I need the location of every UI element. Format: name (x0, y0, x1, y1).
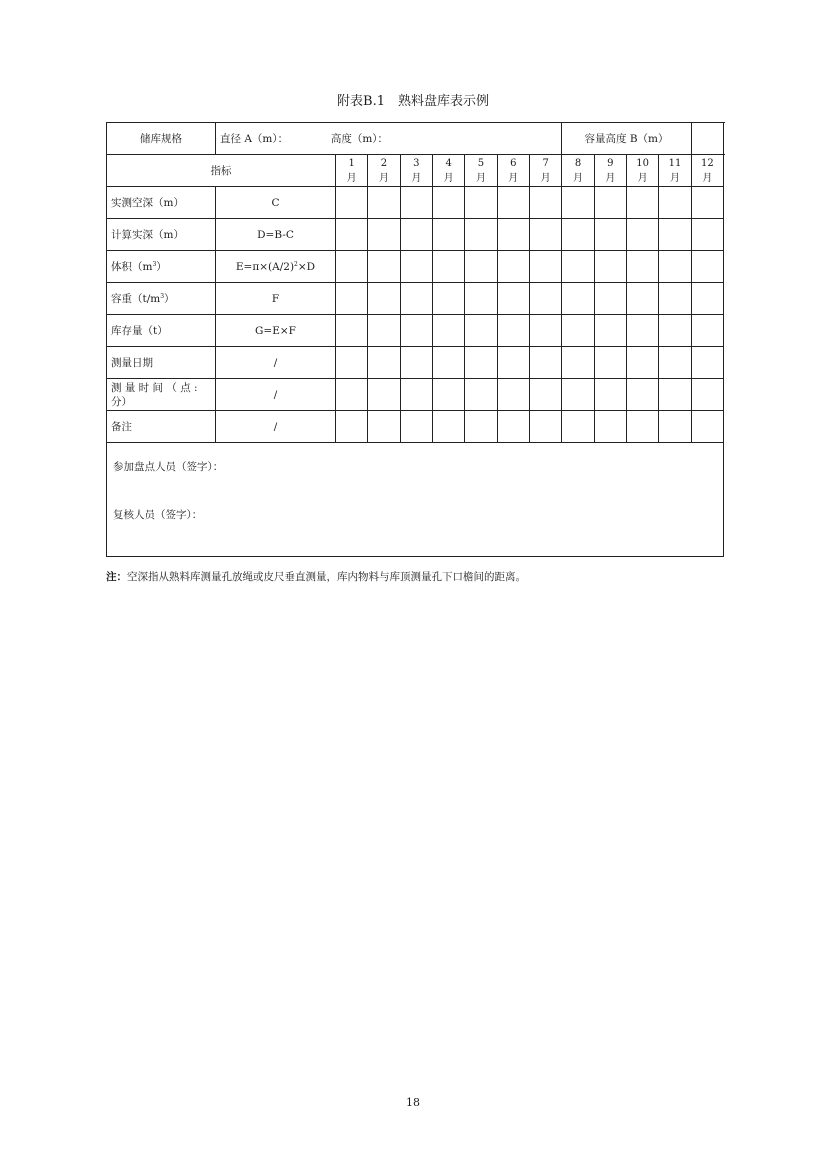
month-cell[interactable] (594, 411, 626, 443)
month-cell[interactable] (529, 347, 561, 379)
month-cell[interactable] (400, 347, 432, 379)
month-cell[interactable] (529, 315, 561, 347)
month-cell[interactable] (368, 379, 400, 411)
month-cell[interactable] (432, 187, 464, 219)
month-cell[interactable] (497, 283, 529, 315)
row-formula: G=E×F (216, 315, 336, 347)
month-cell[interactable] (691, 219, 723, 251)
signature-cell[interactable] (107, 443, 724, 557)
month-cell[interactable] (691, 283, 723, 315)
month-header: 1 月 (336, 155, 368, 187)
month-cell[interactable] (659, 379, 691, 411)
month-cell[interactable] (529, 187, 561, 219)
month-cell[interactable] (465, 251, 497, 283)
capacity-label: 容量高度 B（m） (562, 123, 691, 155)
month-cell[interactable] (529, 283, 561, 315)
month-header: 3 月 (400, 155, 432, 187)
month-cell[interactable] (497, 411, 529, 443)
month-cell[interactable] (691, 411, 723, 443)
month-cell[interactable] (562, 283, 594, 315)
month-cell[interactable] (368, 187, 400, 219)
month-cell[interactable] (659, 219, 691, 251)
index-label: 指标 (107, 155, 336, 187)
month-cell[interactable] (432, 219, 464, 251)
spec-label: 储库规格 (107, 123, 216, 155)
month-cell[interactable] (562, 379, 594, 411)
month-cell[interactable] (659, 315, 691, 347)
month-cell[interactable] (368, 347, 400, 379)
month-header: 2 月 (368, 155, 400, 187)
month-cell[interactable] (594, 379, 626, 411)
month-cell[interactable] (336, 283, 368, 315)
month-header: 8 月 (562, 155, 594, 187)
month-cell[interactable] (368, 219, 400, 251)
month-cell[interactable] (400, 187, 432, 219)
note-text: 空深指从熟料库测量孔放绳或皮尺垂直测量，库内物料与库顶测量孔下口檐间的距离。 (127, 571, 526, 583)
month-cell[interactable] (594, 219, 626, 251)
month-cell[interactable] (627, 379, 659, 411)
month-header: 9 月 (594, 155, 626, 187)
month-cell[interactable] (465, 219, 497, 251)
row-name: 测 量 时 间 （ 点 : 分） (107, 379, 216, 411)
capacity-value (691, 123, 723, 155)
month-cell[interactable] (432, 251, 464, 283)
row-name: 测量日期 (107, 347, 216, 379)
month-cell[interactable] (627, 251, 659, 283)
month-cell[interactable] (627, 347, 659, 379)
row-formula: D=B-C (216, 219, 336, 251)
table-row (107, 347, 724, 379)
month-cell[interactable] (562, 251, 594, 283)
month-cell[interactable] (562, 219, 594, 251)
row-formula: / (216, 379, 336, 411)
page-number: 18 (406, 1096, 420, 1109)
row-name: 备注 (107, 411, 216, 443)
month-header-row (107, 155, 724, 187)
month-cell[interactable] (465, 379, 497, 411)
month-cell[interactable] (497, 251, 529, 283)
reviewers-signature: 复核人员（签字）： (113, 509, 203, 521)
month-cell[interactable] (659, 187, 691, 219)
height-label: 高度（m）： (330, 133, 389, 145)
month-cell[interactable] (497, 315, 529, 347)
month-cell[interactable] (594, 315, 626, 347)
month-cell[interactable] (465, 187, 497, 219)
row-name: 体积$(m^3)$ (107, 251, 216, 283)
month-cell[interactable] (497, 219, 529, 251)
month-cell[interactable] (432, 283, 464, 315)
row-formula: / (216, 411, 336, 443)
month-cell[interactable] (562, 315, 594, 347)
month-cell[interactable] (336, 187, 368, 219)
month-cell[interactable] (400, 219, 432, 251)
month-cell[interactable] (627, 219, 659, 251)
month-cell[interactable] (627, 411, 659, 443)
month-cell[interactable] (497, 187, 529, 219)
month-cell[interactable] (659, 347, 691, 379)
month-cell[interactable] (368, 315, 400, 347)
month-cell[interactable] (465, 315, 497, 347)
month-cell[interactable] (627, 283, 659, 315)
month-cell[interactable] (691, 251, 723, 283)
month-cell[interactable] (400, 283, 432, 315)
month-cell[interactable] (336, 379, 368, 411)
month-cell[interactable] (432, 411, 464, 443)
month-cell[interactable] (691, 187, 723, 219)
month-cell[interactable] (529, 379, 561, 411)
diameter-label: 直径 A（m）： (220, 133, 289, 145)
month-cell[interactable] (594, 251, 626, 283)
month-cell[interactable] (627, 315, 659, 347)
table-row (107, 251, 724, 283)
month-cell[interactable] (627, 187, 659, 219)
month-cell[interactable] (336, 347, 368, 379)
table-note (106, 569, 526, 584)
month-cell[interactable] (691, 379, 723, 411)
month-cell[interactable] (562, 411, 594, 443)
month-cell[interactable] (368, 283, 400, 315)
month-cell[interactable] (691, 315, 723, 347)
table-row (107, 315, 724, 347)
month-cell[interactable] (400, 251, 432, 283)
row-formula: $E=\pi\times(A/2)^2\times D$ (216, 251, 336, 283)
month-cell[interactable] (465, 283, 497, 315)
month-cell[interactable] (594, 187, 626, 219)
month-cell[interactable] (594, 283, 626, 315)
month-cell[interactable] (594, 347, 626, 379)
row-formula: F (216, 283, 336, 315)
table-row (107, 379, 724, 411)
row-name: 容重$(t/m^3)$ (107, 283, 216, 315)
month-cell[interactable] (465, 411, 497, 443)
month-header: 5 月 (465, 155, 497, 187)
month-cell[interactable] (465, 347, 497, 379)
month-cell[interactable] (659, 283, 691, 315)
month-header: 4 月 (432, 155, 464, 187)
page-title: 附表B.1 熟料盘库表示例 (337, 94, 489, 109)
month-cell[interactable] (691, 347, 723, 379)
participants-signature: 参加盘点人员（签字）： (113, 461, 224, 473)
month-cell[interactable] (562, 187, 594, 219)
row-name: 库存量（t） (107, 315, 216, 347)
month-cell[interactable] (562, 347, 594, 379)
row-name: 实测空深（m） (107, 187, 216, 219)
month-cell[interactable] (400, 411, 432, 443)
month-cell[interactable] (336, 411, 368, 443)
month-cell[interactable] (336, 315, 368, 347)
inventory-table (106, 122, 724, 557)
table-row (107, 283, 724, 315)
table-row (107, 187, 724, 219)
month-cell[interactable] (529, 411, 561, 443)
month-header: 12 月 (691, 155, 723, 187)
month-cell[interactable] (659, 411, 691, 443)
month-cell[interactable] (432, 347, 464, 379)
month-cell[interactable] (368, 251, 400, 283)
table-row (107, 219, 724, 251)
month-cell[interactable] (336, 219, 368, 251)
month-cell[interactable] (497, 347, 529, 379)
month-cell[interactable] (368, 411, 400, 443)
table-row (107, 411, 724, 443)
spec-dimensions-cell (216, 123, 562, 155)
month-cell[interactable] (497, 379, 529, 411)
row-name: 计算实深（m） (107, 219, 216, 251)
note-label: 注： (106, 571, 127, 583)
month-cell[interactable] (400, 315, 432, 347)
month-header: 10 月 (627, 155, 659, 187)
month-cell[interactable] (400, 379, 432, 411)
month-cell[interactable] (336, 251, 368, 283)
month-cell[interactable] (432, 315, 464, 347)
spec-row (107, 123, 724, 155)
row-formula: C (216, 187, 336, 219)
month-cell[interactable] (529, 219, 561, 251)
month-cell[interactable] (529, 251, 561, 283)
month-header: 11 月 (659, 155, 691, 187)
signature-row (107, 443, 724, 557)
month-cell[interactable] (659, 251, 691, 283)
month-cell[interactable] (432, 379, 464, 411)
month-header: 6 月 (497, 155, 529, 187)
row-formula: / (216, 347, 336, 379)
month-header: 7 月 (529, 155, 561, 187)
